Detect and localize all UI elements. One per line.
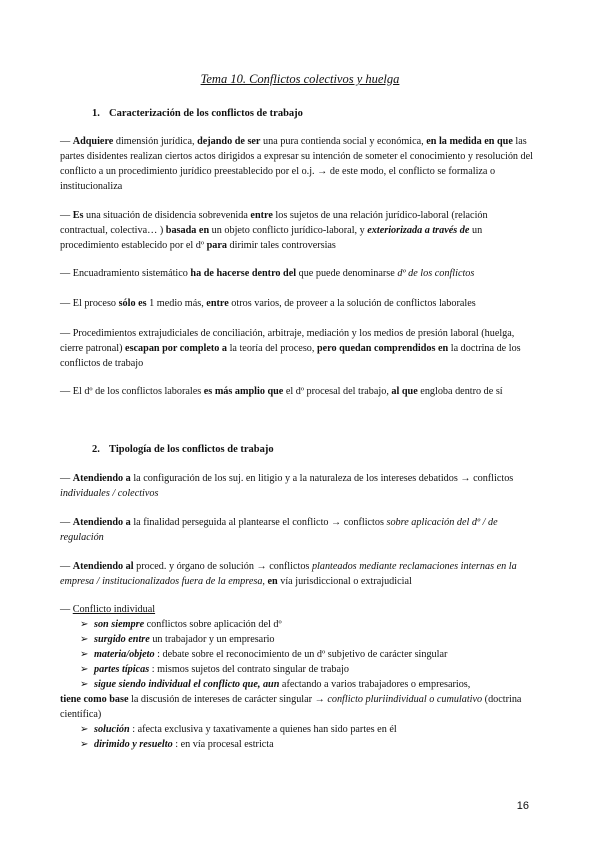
paragraph-es: — Es una situación de disidencia sobrevenida entre los sujetos de una relación jurídico-laboral (relación contractual, colectiva… ) basada en un objeto conflicto jurídico-laboral, y exteriorizada a través de un procedimiento establecido por el dº para dirimir tales controversias [60, 210, 488, 251]
paragraph-tipologia-procedimiento: — Atendiendo al proced. y órgano de solución → conflictos planteados mediante reclamaciones internas en la empresa / institucionalizados fuera de la empresa, en vía jurisdiccional o extrajudicial [60, 561, 517, 587]
list-item: ➢ solución : afecta exclusiva y taxativamente a quienes han sido partes en él [80, 724, 397, 735]
page-number: 16 [516, 800, 529, 812]
paragraph-proceso: — El proceso sólo es 1 medio más, entre otros varios, de proveer a la solución de conflictos laborales [60, 298, 476, 309]
list-item: ➢ partes típicas : mismos sujetos del contrato singular de trabajo [80, 664, 349, 675]
section-number: 2. [92, 444, 100, 455]
paragraph-tipologia-finalidad: — Atendiendo a la finalidad perseguida al plantearse el conflicto → conflictos sobre aplicación del dº / de regulación [60, 517, 498, 543]
paragraph-derecho-conflictos: — El dº de los conflictos laborales es más amplio que el dº procesal del trabajo, al que engloba dentro de sí [60, 386, 503, 397]
paragraph-procedimientos: — Procedimientos extrajudiciales de conciliación, arbitraje, mediación y los medios de presión laboral (huelga, cierre patronal) escapan por completo a la teoría del proceso, pero quedan comprendidos en la doctrina de los conflictos de trabajo [60, 328, 521, 369]
list-item: ➢ surgido entre un trabajador y un empresario [80, 634, 275, 645]
section-heading-1 [92, 108, 303, 119]
list-item: ➢ son siempre conflictos sobre aplicación del dº [80, 619, 282, 630]
paragraph-tipologia-sujetos: — Atendiendo a la configuración de los suj. en litigio y a la naturaleza de los intereses debatidos → conflictos individuales / colectivos [60, 473, 514, 499]
arrow-bullet-icon: ➢ [80, 664, 89, 675]
page-title: Tema 10. Conflictos colectivos y huelga [200, 72, 400, 86]
arrow-bullet-icon: ➢ [80, 679, 89, 690]
list-item: ➢ materia/objeto : debate sobre el reconocimiento de un dº subjetivo de carácter singular [80, 649, 448, 660]
paragraph-adquiere: — Adquiere dimensión jurídica, dejando de ser una pura contienda social y económica, en la medida en que las partes disidentes realizan ciertos actos dirigidos a expresar su intención de someter el conocimiento y resolución del conflicto a un procedimiento jurídico preestablecido por el o.j. → de este modo, el conflicto se formaliza o institucionaliza [60, 136, 533, 192]
arrow-bullet-icon: ➢ [80, 634, 89, 645]
section-heading-2 [92, 444, 274, 455]
arrow-bullet-icon: ➢ [80, 619, 89, 630]
subheading-conflicto-individual: — Conflicto individual [60, 604, 156, 615]
list-item: ➢ dirimido y resuelto : en vía procesal estricta [80, 739, 274, 750]
section-number: 1. [92, 108, 100, 119]
arrow-bullet-icon: ➢ [80, 724, 89, 735]
section-label: Caracterización de los conflictos de trabajo [109, 108, 303, 119]
list-item: ➢ sigue siendo individual el conflicto que, aun afectando a varios trabajadores o empresarios, [80, 679, 471, 690]
arrow-bullet-icon: ➢ [80, 649, 89, 660]
section-label: Tipología de los conflictos de trabajo [109, 444, 274, 455]
list-item-continuation: tiene como base la discusión de intereses de carácter singular → conflicto pluriindividual o cumulativo (doctrina científica) [60, 694, 522, 720]
paragraph-encuadramiento: — Encuadramiento sistemático ha de hacerse dentro del que puede denominarse dº de los conflictos [60, 268, 475, 279]
arrow-bullet-icon: ➢ [80, 739, 89, 750]
